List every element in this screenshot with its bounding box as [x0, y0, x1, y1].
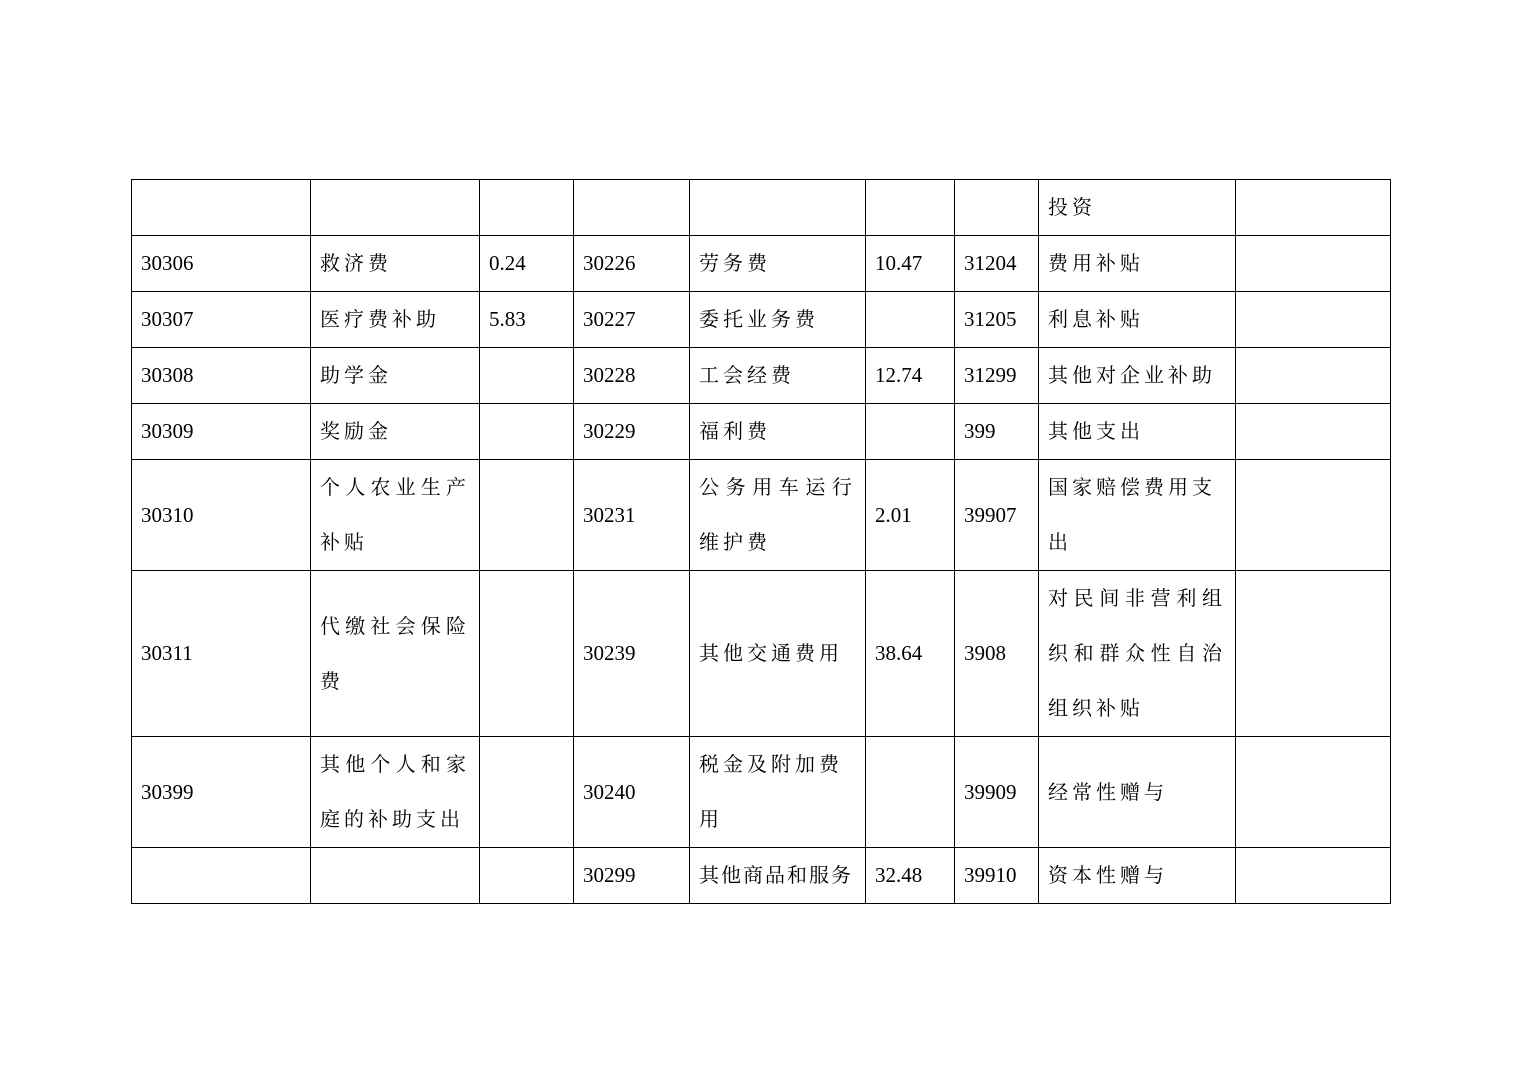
cell-code-2: 30226: [574, 236, 690, 292]
cell-name-2: 福利费: [690, 404, 866, 460]
cell-name-2: 其他商品和服务: [690, 848, 866, 904]
cell-amount-2: [866, 404, 955, 460]
cell-name-2: [690, 180, 866, 236]
cell-code-1: 30310: [132, 460, 311, 571]
cell-amount-1: [480, 348, 574, 404]
cell-name-2: 公务用车运行维护费: [690, 460, 866, 571]
cell-amount-3: [1236, 848, 1391, 904]
cell-code-1: 30399: [132, 737, 311, 848]
cell-amount-3: [1236, 348, 1391, 404]
cell-code-1: 30306: [132, 236, 311, 292]
cell-code-3: 39910: [955, 848, 1039, 904]
cell-name-2: 劳务费: [690, 236, 866, 292]
cell-code-2: 30240: [574, 737, 690, 848]
cell-code-2: 30239: [574, 571, 690, 737]
cell-amount-3: [1236, 180, 1391, 236]
table-row: [132, 404, 1391, 460]
cell-code-1: [132, 180, 311, 236]
cell-amount-1: [480, 737, 574, 848]
cell-amount-2: [866, 292, 955, 348]
cell-amount-1: [480, 460, 574, 571]
table-row: [132, 180, 1391, 236]
cell-name-1: [311, 848, 480, 904]
cell-amount-3: [1236, 460, 1391, 571]
table-row: [132, 737, 1391, 848]
cell-name-3: 利息补贴: [1039, 292, 1236, 348]
cell-code-2: 30229: [574, 404, 690, 460]
cell-code-3: [955, 180, 1039, 236]
cell-amount-2: [866, 737, 955, 848]
cell-amount-1: [480, 848, 574, 904]
cell-name-1: 其他个人和家庭的补助支出: [311, 737, 480, 848]
cell-amount-3: [1236, 292, 1391, 348]
cell-code-1: 30307: [132, 292, 311, 348]
cell-name-2: 委托业务费: [690, 292, 866, 348]
cell-name-1: 助学金: [311, 348, 480, 404]
cell-amount-3: [1236, 571, 1391, 737]
cell-name-1: 代缴社会保险费: [311, 571, 480, 737]
cell-code-2: 30228: [574, 348, 690, 404]
cell-name-1: 救济费: [311, 236, 480, 292]
table-row: [132, 292, 1391, 348]
table-row: [132, 848, 1391, 904]
cell-code-1: 30311: [132, 571, 311, 737]
cell-code-1: 30309: [132, 404, 311, 460]
cell-code-3: 399: [955, 404, 1039, 460]
cell-name-3: 国家赔偿费用支出: [1039, 460, 1236, 571]
cell-name-3: 其他支出: [1039, 404, 1236, 460]
cell-code-3: 39907: [955, 460, 1039, 571]
cell-name-2: 工会经费: [690, 348, 866, 404]
cell-name-3: 经常性赠与: [1039, 737, 1236, 848]
cell-amount-1: [480, 571, 574, 737]
cell-amount-1: [480, 404, 574, 460]
cell-amount-3: [1236, 737, 1391, 848]
cell-name-1: 医疗费补助: [311, 292, 480, 348]
cell-code-3: 31299: [955, 348, 1039, 404]
cell-name-3: 其他对企业补助: [1039, 348, 1236, 404]
cell-amount-1: 5.83: [480, 292, 574, 348]
cell-amount-3: [1236, 236, 1391, 292]
table-row: [132, 236, 1391, 292]
cell-code-3: 39909: [955, 737, 1039, 848]
cell-name-3: 对民间非营利组织和群众性自治组织补贴: [1039, 571, 1236, 737]
table-row: [132, 348, 1391, 404]
cell-name-3: 投资: [1039, 180, 1236, 236]
cell-code-2: 30231: [574, 460, 690, 571]
cell-amount-2: 10.47: [866, 236, 955, 292]
cell-code-3: 3908: [955, 571, 1039, 737]
cell-name-2: 税金及附加费用: [690, 737, 866, 848]
cell-name-3: 费用补贴: [1039, 236, 1236, 292]
cell-name-1: 个人农业生产补贴: [311, 460, 480, 571]
cell-amount-2: 38.64: [866, 571, 955, 737]
cell-amount-2: [866, 180, 955, 236]
cell-name-3: 资本性赠与: [1039, 848, 1236, 904]
cell-amount-2: 2.01: [866, 460, 955, 571]
cell-name-2: 其他交通费用: [690, 571, 866, 737]
cell-code-1: [132, 848, 311, 904]
cell-amount-1: 0.24: [480, 236, 574, 292]
expenditure-table: [131, 179, 1391, 904]
cell-amount-2: 32.48: [866, 848, 955, 904]
cell-amount-2: 12.74: [866, 348, 955, 404]
cell-code-3: 31204: [955, 236, 1039, 292]
cell-code-1: 30308: [132, 348, 311, 404]
cell-name-1: [311, 180, 480, 236]
cell-amount-3: [1236, 404, 1391, 460]
table-row: [132, 571, 1391, 737]
cell-code-2: 30299: [574, 848, 690, 904]
cell-code-2: [574, 180, 690, 236]
cell-name-1: 奖励金: [311, 404, 480, 460]
cell-amount-1: [480, 180, 574, 236]
cell-code-2: 30227: [574, 292, 690, 348]
table-row: [132, 460, 1391, 571]
cell-code-3: 31205: [955, 292, 1039, 348]
